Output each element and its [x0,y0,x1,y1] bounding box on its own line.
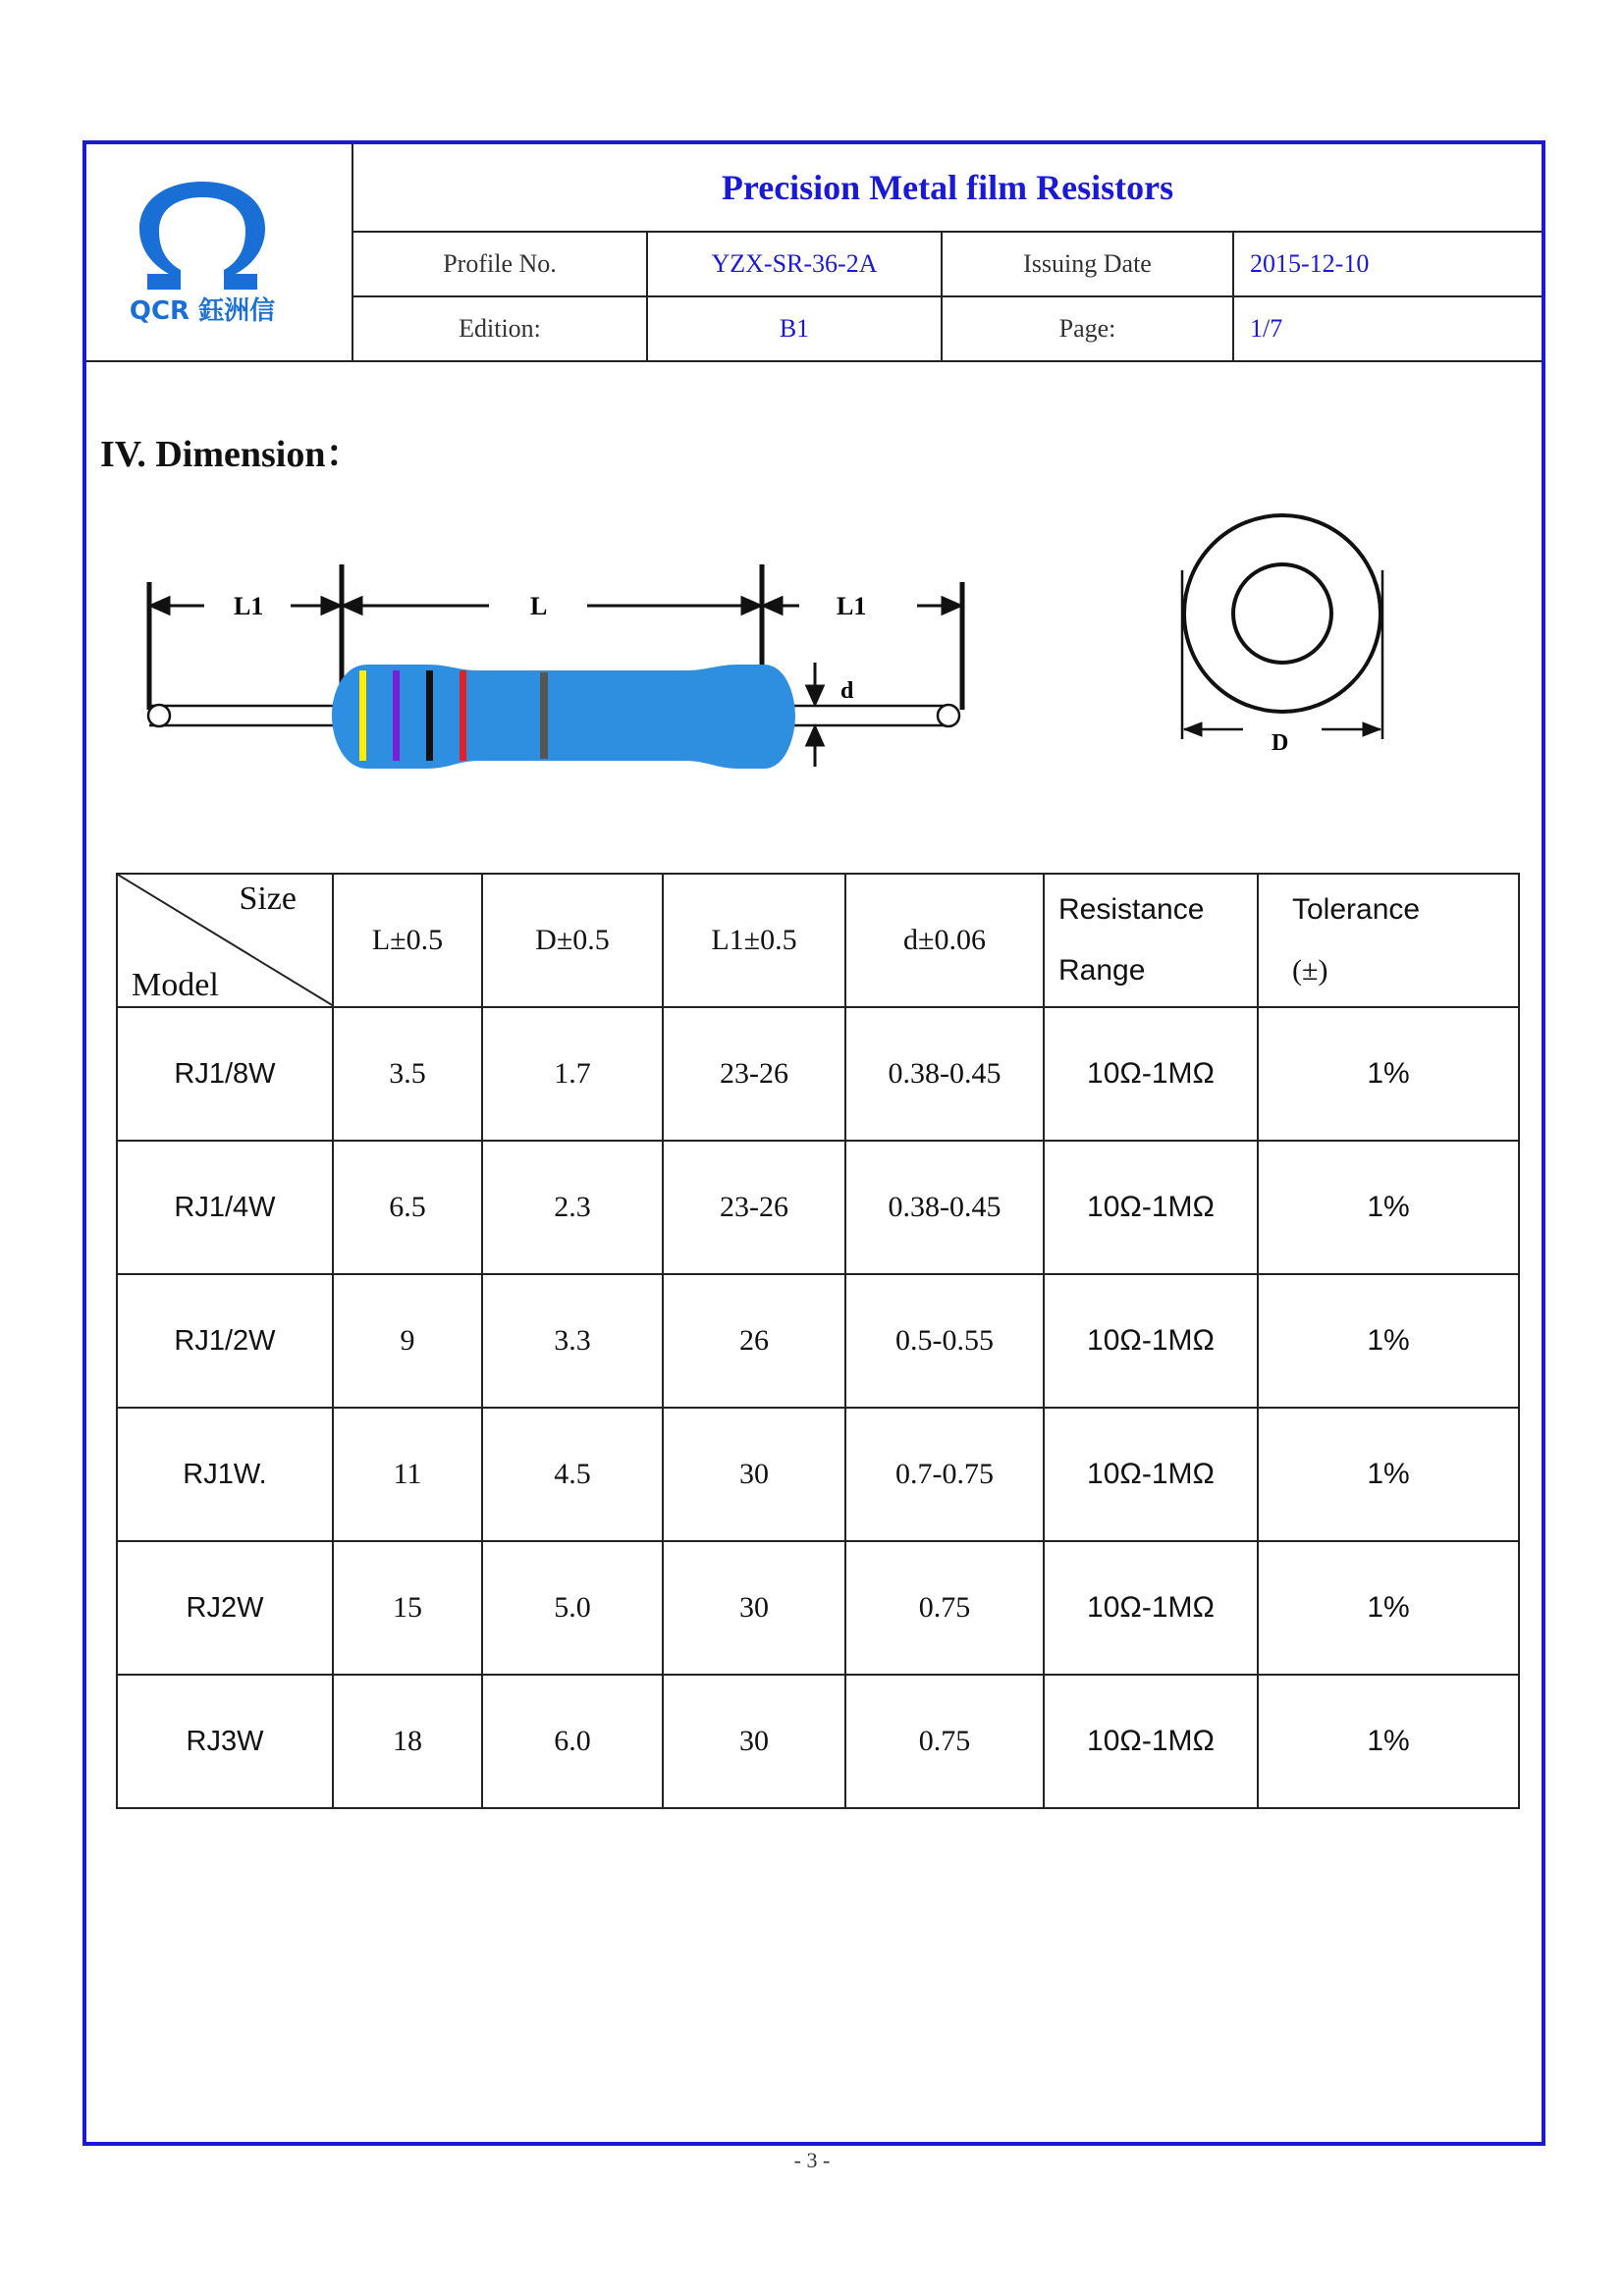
cell-length: 6.5 [333,1141,482,1274]
cell-length: 11 [333,1408,482,1541]
dimension-table [116,873,1520,1809]
header-resistance-line1: Resistance [1058,893,1205,926]
cell-lead-length: 26 [663,1274,845,1408]
cell-tolerance: 1% [1258,1141,1519,1274]
cell-lead-length: 30 [663,1541,845,1675]
label-l1-right: L1 [837,592,867,620]
page-label: Page: [943,297,1234,360]
cell-lead-diameter: 0.5-0.55 [845,1274,1044,1408]
cell-resistance-range: 10Ω-1MΩ [1044,1007,1258,1141]
page-number: - 3 - [793,2148,831,2172]
cell-tolerance: 1% [1258,1541,1519,1675]
cell-length: 9 [333,1274,482,1408]
cell-diameter: 1.7 [482,1007,663,1141]
table-row [117,1675,1519,1808]
label-l: L [530,592,548,620]
corner-size-label: Size [239,881,297,917]
cell-lead-length: 30 [663,1408,845,1541]
cell-lead-diameter: 0.38-0.45 [845,1007,1044,1141]
header-d-small: d±0.06 [845,874,1044,1007]
cell-lead-length: 23-26 [663,1007,845,1141]
table-header-row [117,874,1519,1007]
cell-lead-length: 23-26 [663,1141,845,1274]
label-d-big: D [1272,730,1289,756]
cell-lead-diameter: 0.75 [845,1541,1044,1675]
header-resistance-range [1044,874,1258,1007]
cell-diameter: 4.5 [482,1408,663,1541]
cell-tolerance: 1% [1258,1408,1519,1541]
header-d: D±0.5 [482,874,663,1007]
band-1 [359,670,366,761]
table-body [117,1007,1519,1808]
edition-value: B1 [648,297,943,360]
issuing-date-value: 2015-12-10 [1250,249,1370,278]
header-tolerance-line1: Tolerance [1292,893,1421,926]
cell-diameter: 6.0 [482,1675,663,1808]
cell-length: 15 [333,1541,482,1675]
header-l1: L1±0.5 [663,874,845,1007]
label-l1-left: L1 [234,592,264,620]
header-resistance-line2: Range [1058,954,1146,987]
cell-model: RJ1W. [117,1408,333,1541]
d-indicator [807,663,823,767]
logo-text: QCR 鈺洲信 [129,296,276,326]
table-row [117,1007,1519,1141]
corner-cell [117,874,333,1007]
profile-label: Profile No. [353,233,648,295]
header-l: L±0.5 [333,874,482,1007]
cell-diameter: 5.0 [482,1541,663,1675]
resistor-body [332,665,795,769]
cell-lead-diameter: 0.38-0.45 [845,1141,1044,1274]
page-frame [82,140,1545,2146]
table-row [117,1408,1519,1541]
document-title: Precision Metal film Resistors [721,168,1174,207]
section-title: IV. Dimension： [100,434,363,475]
cell-resistance-range: 10Ω-1MΩ [1044,1274,1258,1408]
cell-tolerance: 1% [1258,1007,1519,1141]
dimension-diagram [86,144,1542,851]
table-row [117,1274,1519,1408]
end-view [1182,515,1382,739]
cell-length: 3.5 [333,1007,482,1141]
cell-lead-diameter: 0.7-0.75 [845,1408,1044,1541]
profile-value: YZX-SR-36-2A [648,233,943,295]
cell-resistance-range: 10Ω-1MΩ [1044,1541,1258,1675]
corner-model-label: Model [132,967,219,1003]
cell-model: RJ3W [117,1675,333,1808]
band-5 [540,672,548,759]
cell-diameter: 3.3 [482,1274,663,1408]
cell-model: RJ1/4W [117,1141,333,1274]
cell-diameter: 2.3 [482,1141,663,1274]
table-row [117,1141,1519,1274]
cell-resistance-range: 10Ω-1MΩ [1044,1408,1258,1541]
cell-resistance-range: 10Ω-1MΩ [1044,1675,1258,1808]
cell-model: RJ2W [117,1541,333,1675]
header-tolerance [1258,874,1519,1007]
cell-lead-length: 30 [663,1675,845,1808]
edition-label: Edition: [353,297,648,360]
table-row [117,1541,1519,1675]
cell-length: 18 [333,1675,482,1808]
page-value: 1/7 [1250,314,1283,343]
band-2 [393,670,400,761]
issuing-date-label: Issuing Date [943,233,1234,295]
cell-lead-diameter: 0.75 [845,1675,1044,1808]
cell-model: RJ1/8W [117,1007,333,1141]
band-3 [426,670,433,761]
cell-resistance-range: 10Ω-1MΩ [1044,1141,1258,1274]
cell-tolerance: 1% [1258,1675,1519,1808]
band-4 [460,670,466,761]
cell-tolerance: 1% [1258,1274,1519,1408]
label-d-small: d [840,678,854,704]
cell-model: RJ1/2W [117,1274,333,1408]
header-tolerance-line2: (±) [1292,954,1328,987]
